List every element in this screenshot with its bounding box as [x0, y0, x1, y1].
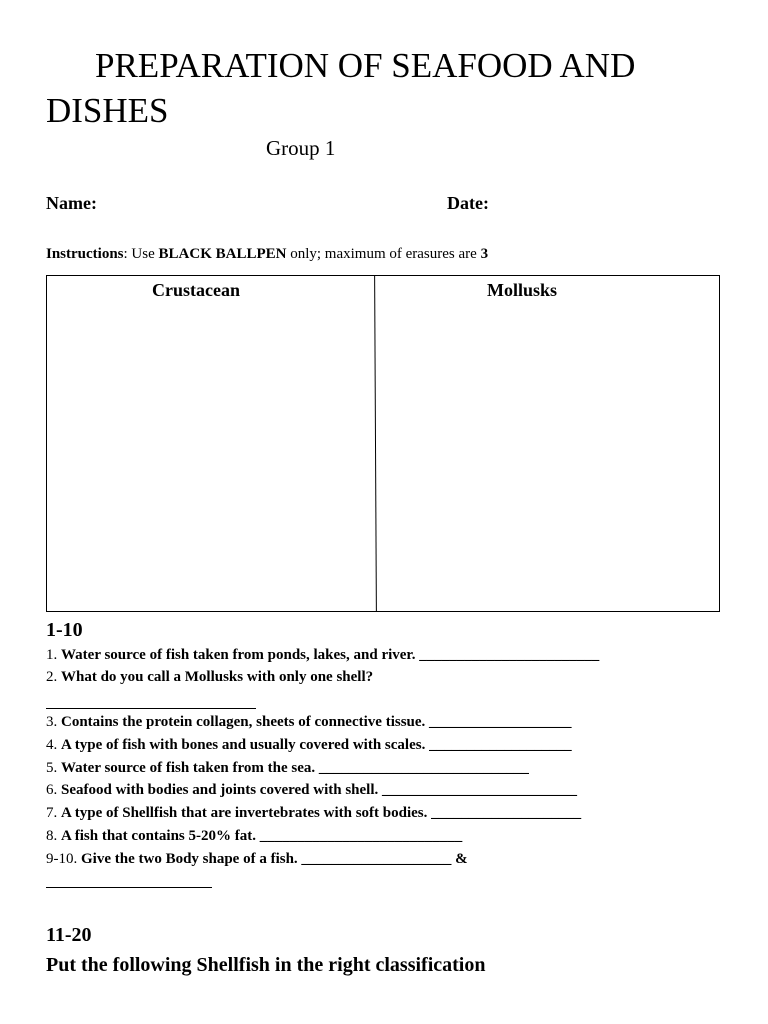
column-divider: [374, 276, 377, 611]
section-2-instruction: Put the following Shellfish in the right classification: [46, 954, 486, 976]
question-text: A fish that contains 5-20% fat. ___________________________: [61, 828, 463, 844]
date-label: Date:: [447, 193, 489, 213]
question-1: [46, 645, 599, 665]
question-6: [46, 780, 577, 800]
group-label: Group 1: [266, 136, 336, 160]
instructions-count: 3: [480, 246, 489, 262]
question-number: 3.: [46, 714, 61, 730]
question-9-10: [46, 849, 468, 869]
section-1-heading: 1-10: [46, 619, 83, 641]
question-text: Give the two Body shape of a fish. ____________________ &: [81, 851, 468, 867]
question-text: A type of Shellfish that are invertebrates with soft bodies. ____________________: [61, 805, 582, 821]
mollusks-column-header: Mollusks: [487, 280, 558, 300]
name-label: Name:: [46, 193, 97, 213]
question-number: 7.: [46, 805, 61, 821]
question-text: Contains the protein collagen, sheets of connective tissue. ___________________: [61, 714, 572, 730]
classification-table: [46, 275, 720, 612]
question-8: [46, 826, 462, 846]
question-number: 5.: [46, 760, 61, 776]
question-text: Seafood with bodies and joints covered with shell. __________________________: [61, 782, 578, 798]
question-text: What do you call a Mollusks with only one shell?: [61, 669, 374, 685]
question-5: [46, 758, 529, 778]
crustacean-column-header: Crustacean: [152, 280, 240, 300]
question-2: [46, 667, 373, 687]
page-title-line-2: DISHES: [46, 91, 169, 130]
instructions-text-1: : Use: [123, 246, 159, 262]
question-text: Water source of fish taken from the sea. ____________________________: [61, 760, 529, 776]
instructions-pen: BLACK BALLPEN: [158, 246, 287, 262]
section-2-heading: 11-20: [46, 924, 92, 946]
instructions-label: Instructions: [46, 246, 124, 262]
question-number: 6.: [46, 782, 61, 798]
question-number: 8.: [46, 828, 61, 844]
instructions-text-2: only; maximum of erasures are: [286, 246, 481, 262]
question-number: 2.: [46, 669, 61, 685]
question-number: 4.: [46, 737, 61, 753]
question-4: [46, 735, 572, 755]
instructions: [46, 244, 488, 264]
question-text: Water source of fish taken from ponds, lakes, and river. ________________________: [61, 647, 600, 663]
question-number: 9-10.: [46, 851, 81, 867]
answer-blank-10[interactable]: [46, 887, 212, 888]
question-7: [46, 803, 581, 823]
question-text: A type of fish with bones and usually covered with scales. ___________________: [61, 737, 572, 753]
answer-blank-2[interactable]: [46, 708, 256, 709]
question-number: 1.: [46, 647, 61, 663]
question-3: [46, 712, 572, 732]
page-title-line-1: PREPARATION OF SEAFOOD AND: [95, 46, 636, 85]
